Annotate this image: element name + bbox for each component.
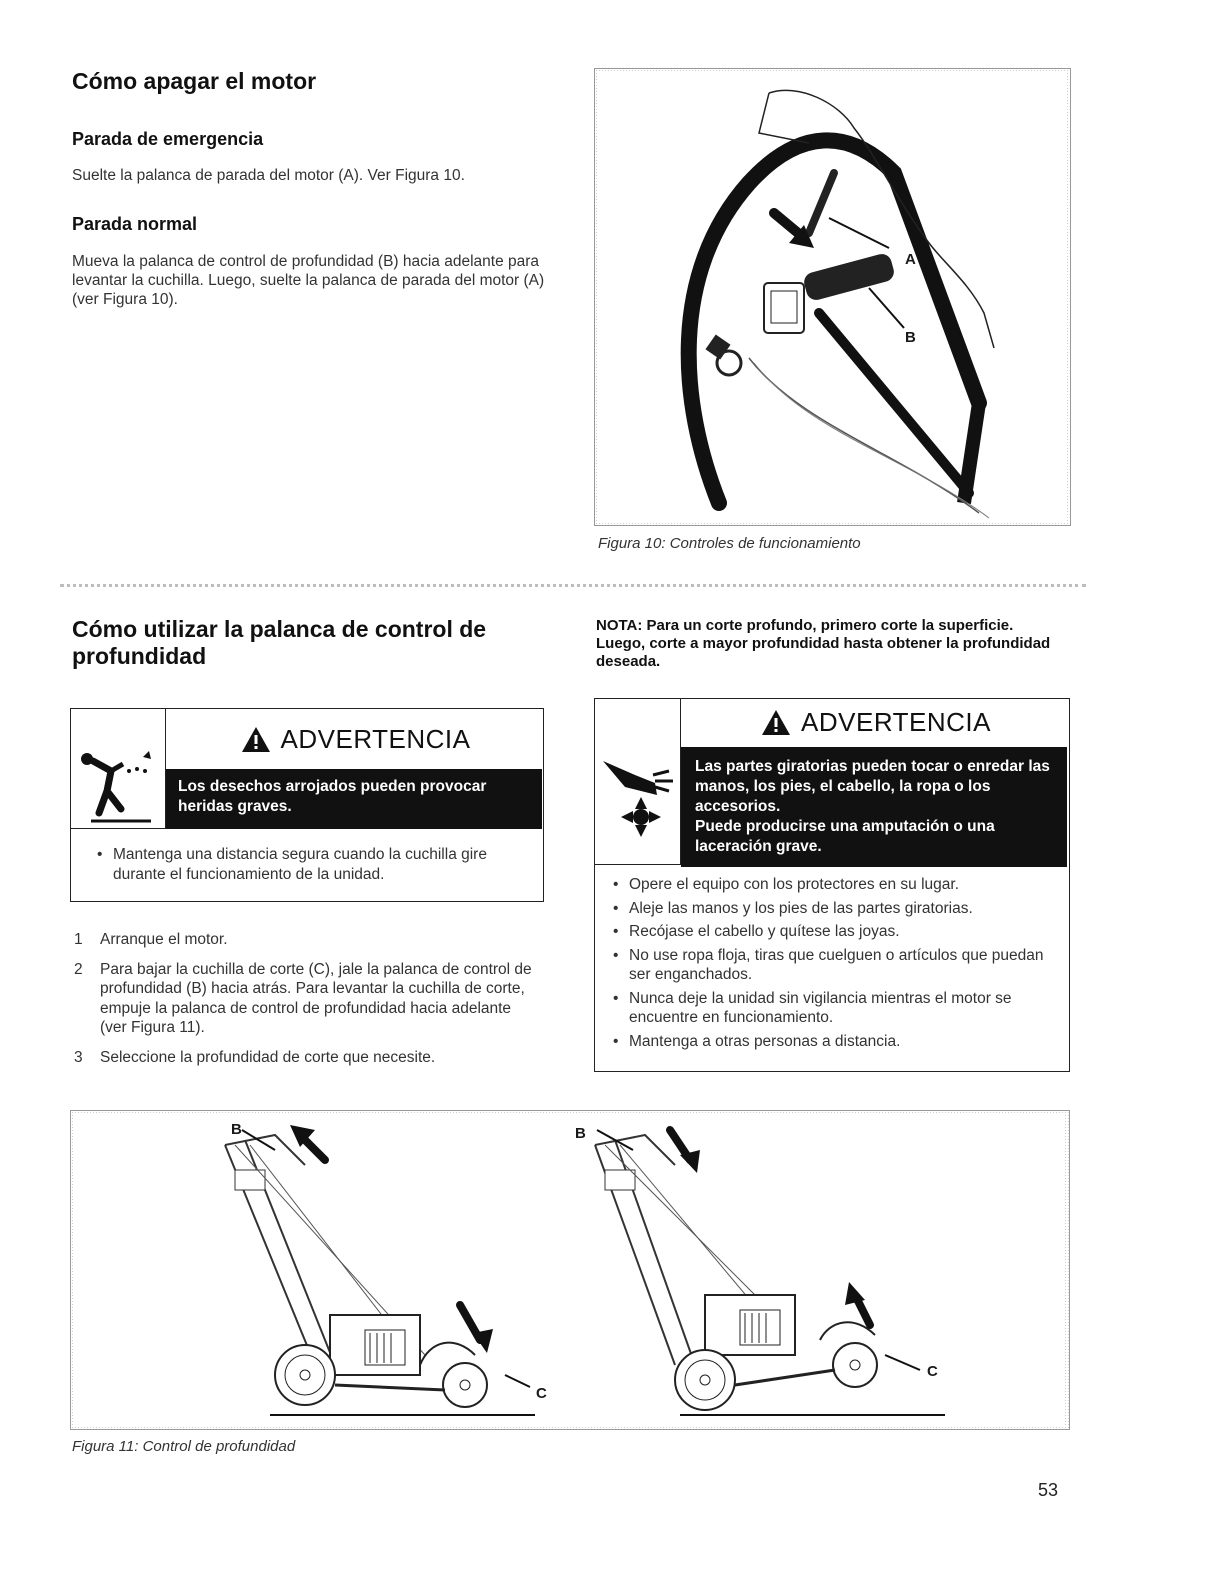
warning-bar-2 (681, 747, 1067, 867)
section-title-stop-engine: Cómo apagar el motor (72, 68, 317, 94)
warning-icon-cell-2 (595, 699, 681, 865)
warning-bar-2-line1: Las partes giratorias pueden tocar o enredar las manos, los pies, el cabello, la ropa o los accesorios. (695, 758, 1050, 815)
warning-triangle-icon (241, 726, 271, 753)
depth-steps-list (72, 930, 542, 1077)
emergency-stop-heading: Parada de emergencia (72, 129, 264, 149)
warning-1-item: • Mantenga una distancia segura cuando la cuchilla gire durante el funcionamiento de la unidad. (91, 845, 531, 884)
section-divider (60, 584, 1086, 587)
emergency-stop-text: Suelte la palanca de parada del motor (A). Ver Figura 10. (72, 167, 465, 184)
figure-10-frame (594, 68, 1071, 526)
step-item: 2 Para bajar la cuchilla de corte (C), jale la palanca de control de profundidad (B) hacia atrás. Para levantar la cuchilla de corte, empuje la palanca de control de profundidad hacia adelante (ver Figura 11). (74, 960, 532, 1036)
warning-list-1 (91, 845, 531, 888)
figure-10-label-b: B (905, 329, 916, 346)
step-item: 3 Seleccione la profundidad de corte que necesite. (74, 1048, 436, 1066)
warning-header-1 (166, 709, 545, 769)
warning-triangle-icon (761, 709, 791, 736)
warning-header-2 (681, 699, 1071, 745)
warning-2-item: • Recójase el cabello y quítese las joyas. (607, 922, 1057, 942)
figure-11-label-c-right: C (927, 1363, 938, 1380)
warning-box-debris (70, 708, 544, 902)
thrown-debris-icon (71, 709, 166, 829)
warning-signal-word-2: ADVERTENCIA (801, 706, 991, 737)
normal-stop-heading: Parada normal (72, 214, 198, 234)
edger-right-illustration (595, 1130, 945, 1415)
step-item: 1 Arranque el motor. (74, 931, 228, 948)
figure-10-illustration (599, 73, 1066, 521)
figure-11-illustration (75, 1115, 1065, 1425)
warning-2-item: • Opere el equipo con los protectores en su lugar. (607, 875, 1057, 895)
normal-stop-text: Mueva la palanca de control de profundidad (B) hacia adelante para levantar la cuchilla. Luego, suelte la palanca de parada del motor (A) (ver Figura 10). (72, 253, 545, 308)
figure-10-label-a: A (905, 251, 916, 268)
figure-11-label-b-left: B (231, 1121, 242, 1138)
page-number: 53 (1038, 1480, 1059, 1500)
warning-bar-2-line2: Puede producirse una amputación o una laceración grave. (695, 818, 995, 855)
warning-signal-word-1: ADVERTENCIA (280, 723, 471, 754)
warning-bar-1: Los desechos arrojados pueden provocar heridas graves. (166, 769, 542, 829)
warning-2-item: • Mantenga a otras personas a distancia. (607, 1032, 1057, 1052)
edger-left-illustration (225, 1125, 535, 1415)
figure-11-caption: Figura 11: Control de profundidad (72, 1438, 296, 1455)
warning-box-rotating-parts (594, 698, 1070, 1072)
warning-2-item: • Aleje las manos y los pies de las partes giratorias. (607, 899, 1057, 919)
warning-list-2 (607, 875, 1057, 1055)
warning-2-item: • Nunca deje la unidad sin vigilancia mientras el motor se encuentre en funcionamiento. (607, 989, 1057, 1028)
figure-10-caption: Figura 10: Controles de funcionamiento (598, 535, 861, 552)
nota-text: NOTA: Para un corte profundo, primero corte la superficie. Luego, corte a mayor profundidad hasta obtener la profundidad deseada. (596, 617, 1051, 670)
figure-11-label-c-left: C (536, 1385, 547, 1402)
figure-11-label-b-right: B (575, 1125, 586, 1142)
section-title-depth-control: Cómo utilizar la palanca de control de profundidad (72, 616, 487, 669)
figure-11-frame (70, 1110, 1070, 1430)
warning-2-item: • No use ropa floja, tiras que cuelguen o artículos que puedan ser enganchados. (607, 946, 1057, 985)
rotating-parts-icon (595, 699, 681, 865)
warning-icon-cell (71, 709, 166, 829)
